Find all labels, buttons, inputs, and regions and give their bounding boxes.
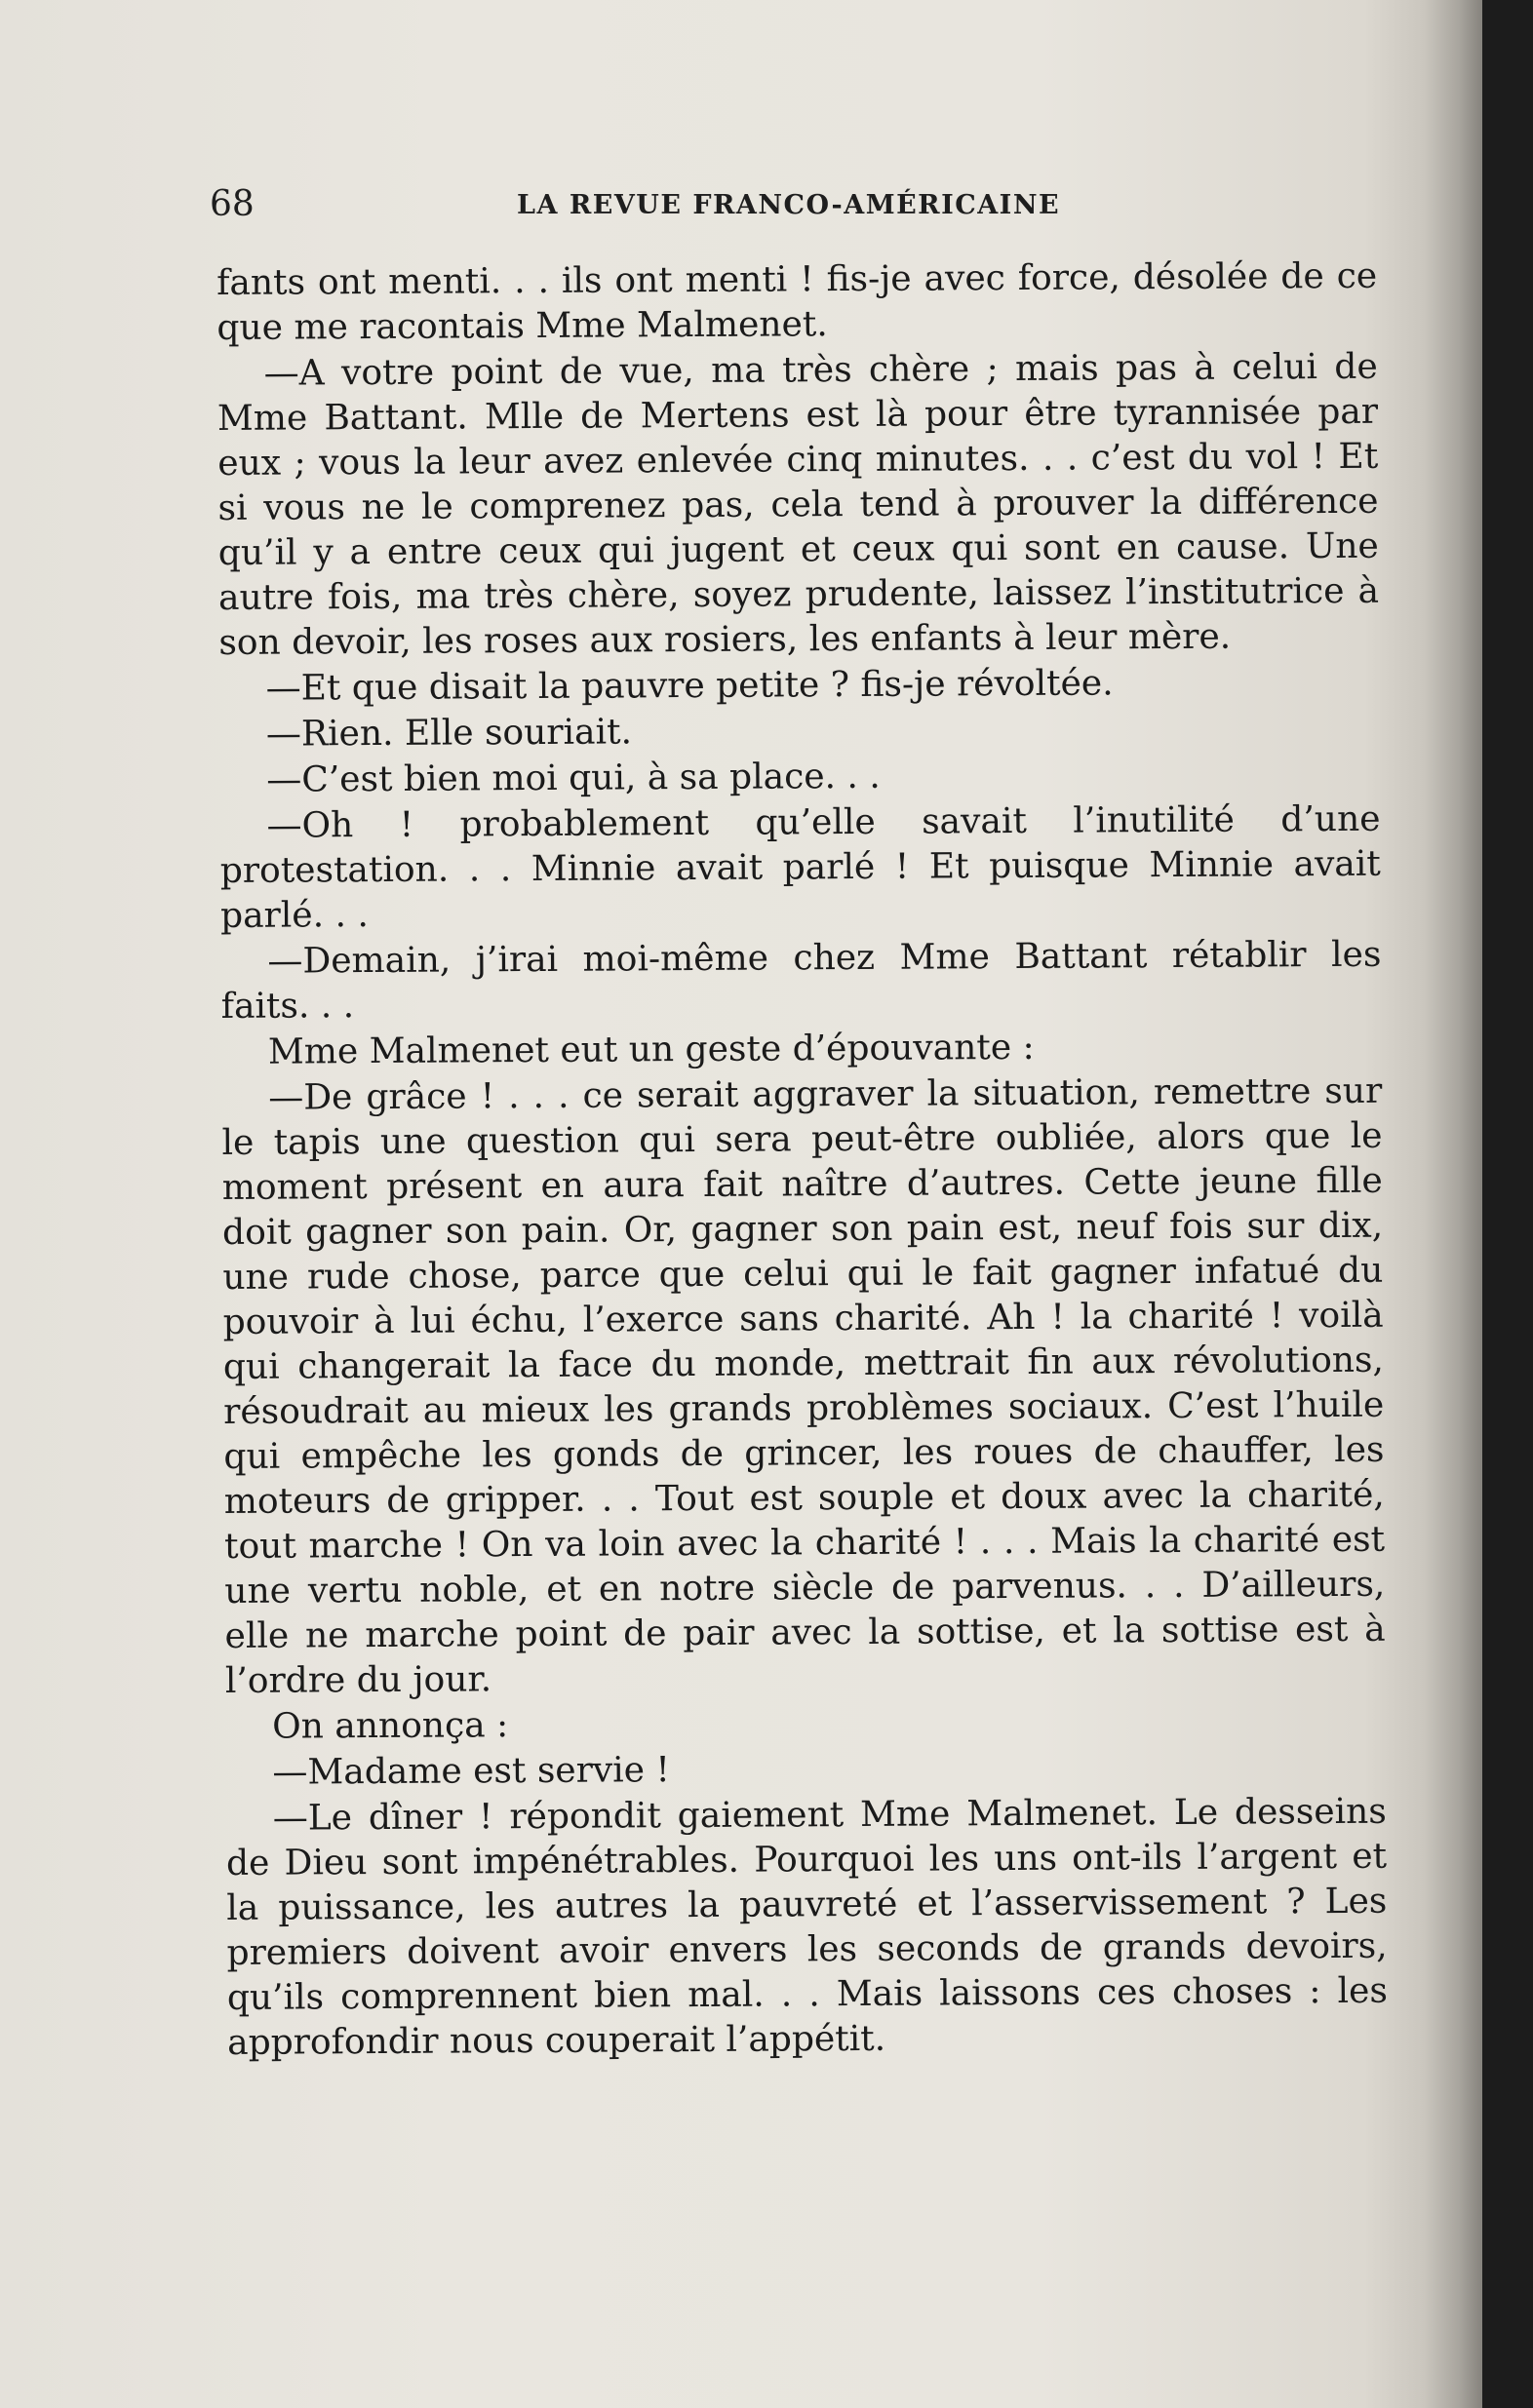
paragraph: —Rien. Elle souriait. bbox=[265, 712, 633, 755]
paragraph: —A votre point de vue, ma très chère ; mais pas à celui de Mme Battant. Mlle de Mertens est là pour être tyrannisée par eux ; vous la leur avez enlevée cinq minutes. . . c’est du vol ! Et si vous ne le comprenez pas, cela tend à prouver la différence qu’il y a entre ceux qui jugent et ceux qui sont en cause. Une autre fois, ma très chère, soyez prudente, laissez l’institutrice à son devoir, les roses aux rosiers, les enfants à leur mère. bbox=[216, 346, 1380, 663]
paragraph: —C’est bien moi qui, à sa place. . . bbox=[266, 756, 881, 800]
paragraph: fants ont menti. . . ils ont menti ! fis-je avec force, désolée de ce que me racontais Mme Malmenet. bbox=[216, 255, 1378, 348]
journal-title: LA REVUE FRANCO-AMÉRICAINE bbox=[517, 190, 1061, 220]
paragraph: Mme Malmenet eut un geste d’épouvante : bbox=[267, 1027, 1035, 1072]
paragraph: —Demain, j’irai moi-même chez Mme Battant rétablir les faits. . . bbox=[220, 934, 1382, 1027]
page-number: 68 bbox=[210, 184, 255, 224]
paragraph: —De grâce ! . . . ce serait aggraver la situation, remettre sur le tapis une question qui sera peut-être oubliée, alors que le moment présent en aura fait naître d’autres. Cette jeune fille doit gagner son pain. Or, gagner son pain est, neuf fois sur dix, une rude chose, parce que celui qui le fait gagner infatué du pouvoir à lui échu, l’exerce sans charité. Ah ! la charité ! voilà qui changerait la face du monde, mettrait fin aux révolutions, résoudrait au mieux les grands problèmes sociaux. C’est l’huile qui empêche les gonds de grincer, les roues de chauffer, les moteurs de gripper. . . Tout est souple et doux avec la charité, tout marche ! On va loin avec la charité ! . . . Mais la charité est une vertu noble, et en notre siècle de parvenus. . . D’ailleurs, elle ne marche point de pair avec la sottise, et la sottise est à l’ordre du jour. bbox=[221, 1070, 1386, 1701]
paragraph: On annonça : bbox=[272, 1705, 509, 1747]
body-text bbox=[216, 254, 1388, 2066]
paragraph: —Le dîner ! répondit gaiement Mme Malmenet. Le desseins de Dieu sont impénétrables. Pourquoi les uns ont-ils l’argent et la puissance, les autres la pauvreté et l’asservissement ? Les premiers doivent avoir envers les seconds de grands devoirs, qu’ils comprennent bien mal. . . Mais laissons ces choses : les approfondir nous couperait l’appétit. bbox=[225, 1791, 1388, 2063]
running-head bbox=[210, 183, 1087, 230]
paragraph: —Oh ! probablement qu’elle savait l’inutilité d’une protestation. . . Minnie avait parlé ! Et puisque Minnie avait parlé. . . bbox=[219, 798, 1381, 936]
paragraph: —Madame est servie ! bbox=[272, 1750, 671, 1793]
paragraph: —Et que disait la pauvre petite ? fis-je révoltée. bbox=[265, 663, 1114, 709]
page-edge-shadow bbox=[1424, 0, 1482, 2408]
